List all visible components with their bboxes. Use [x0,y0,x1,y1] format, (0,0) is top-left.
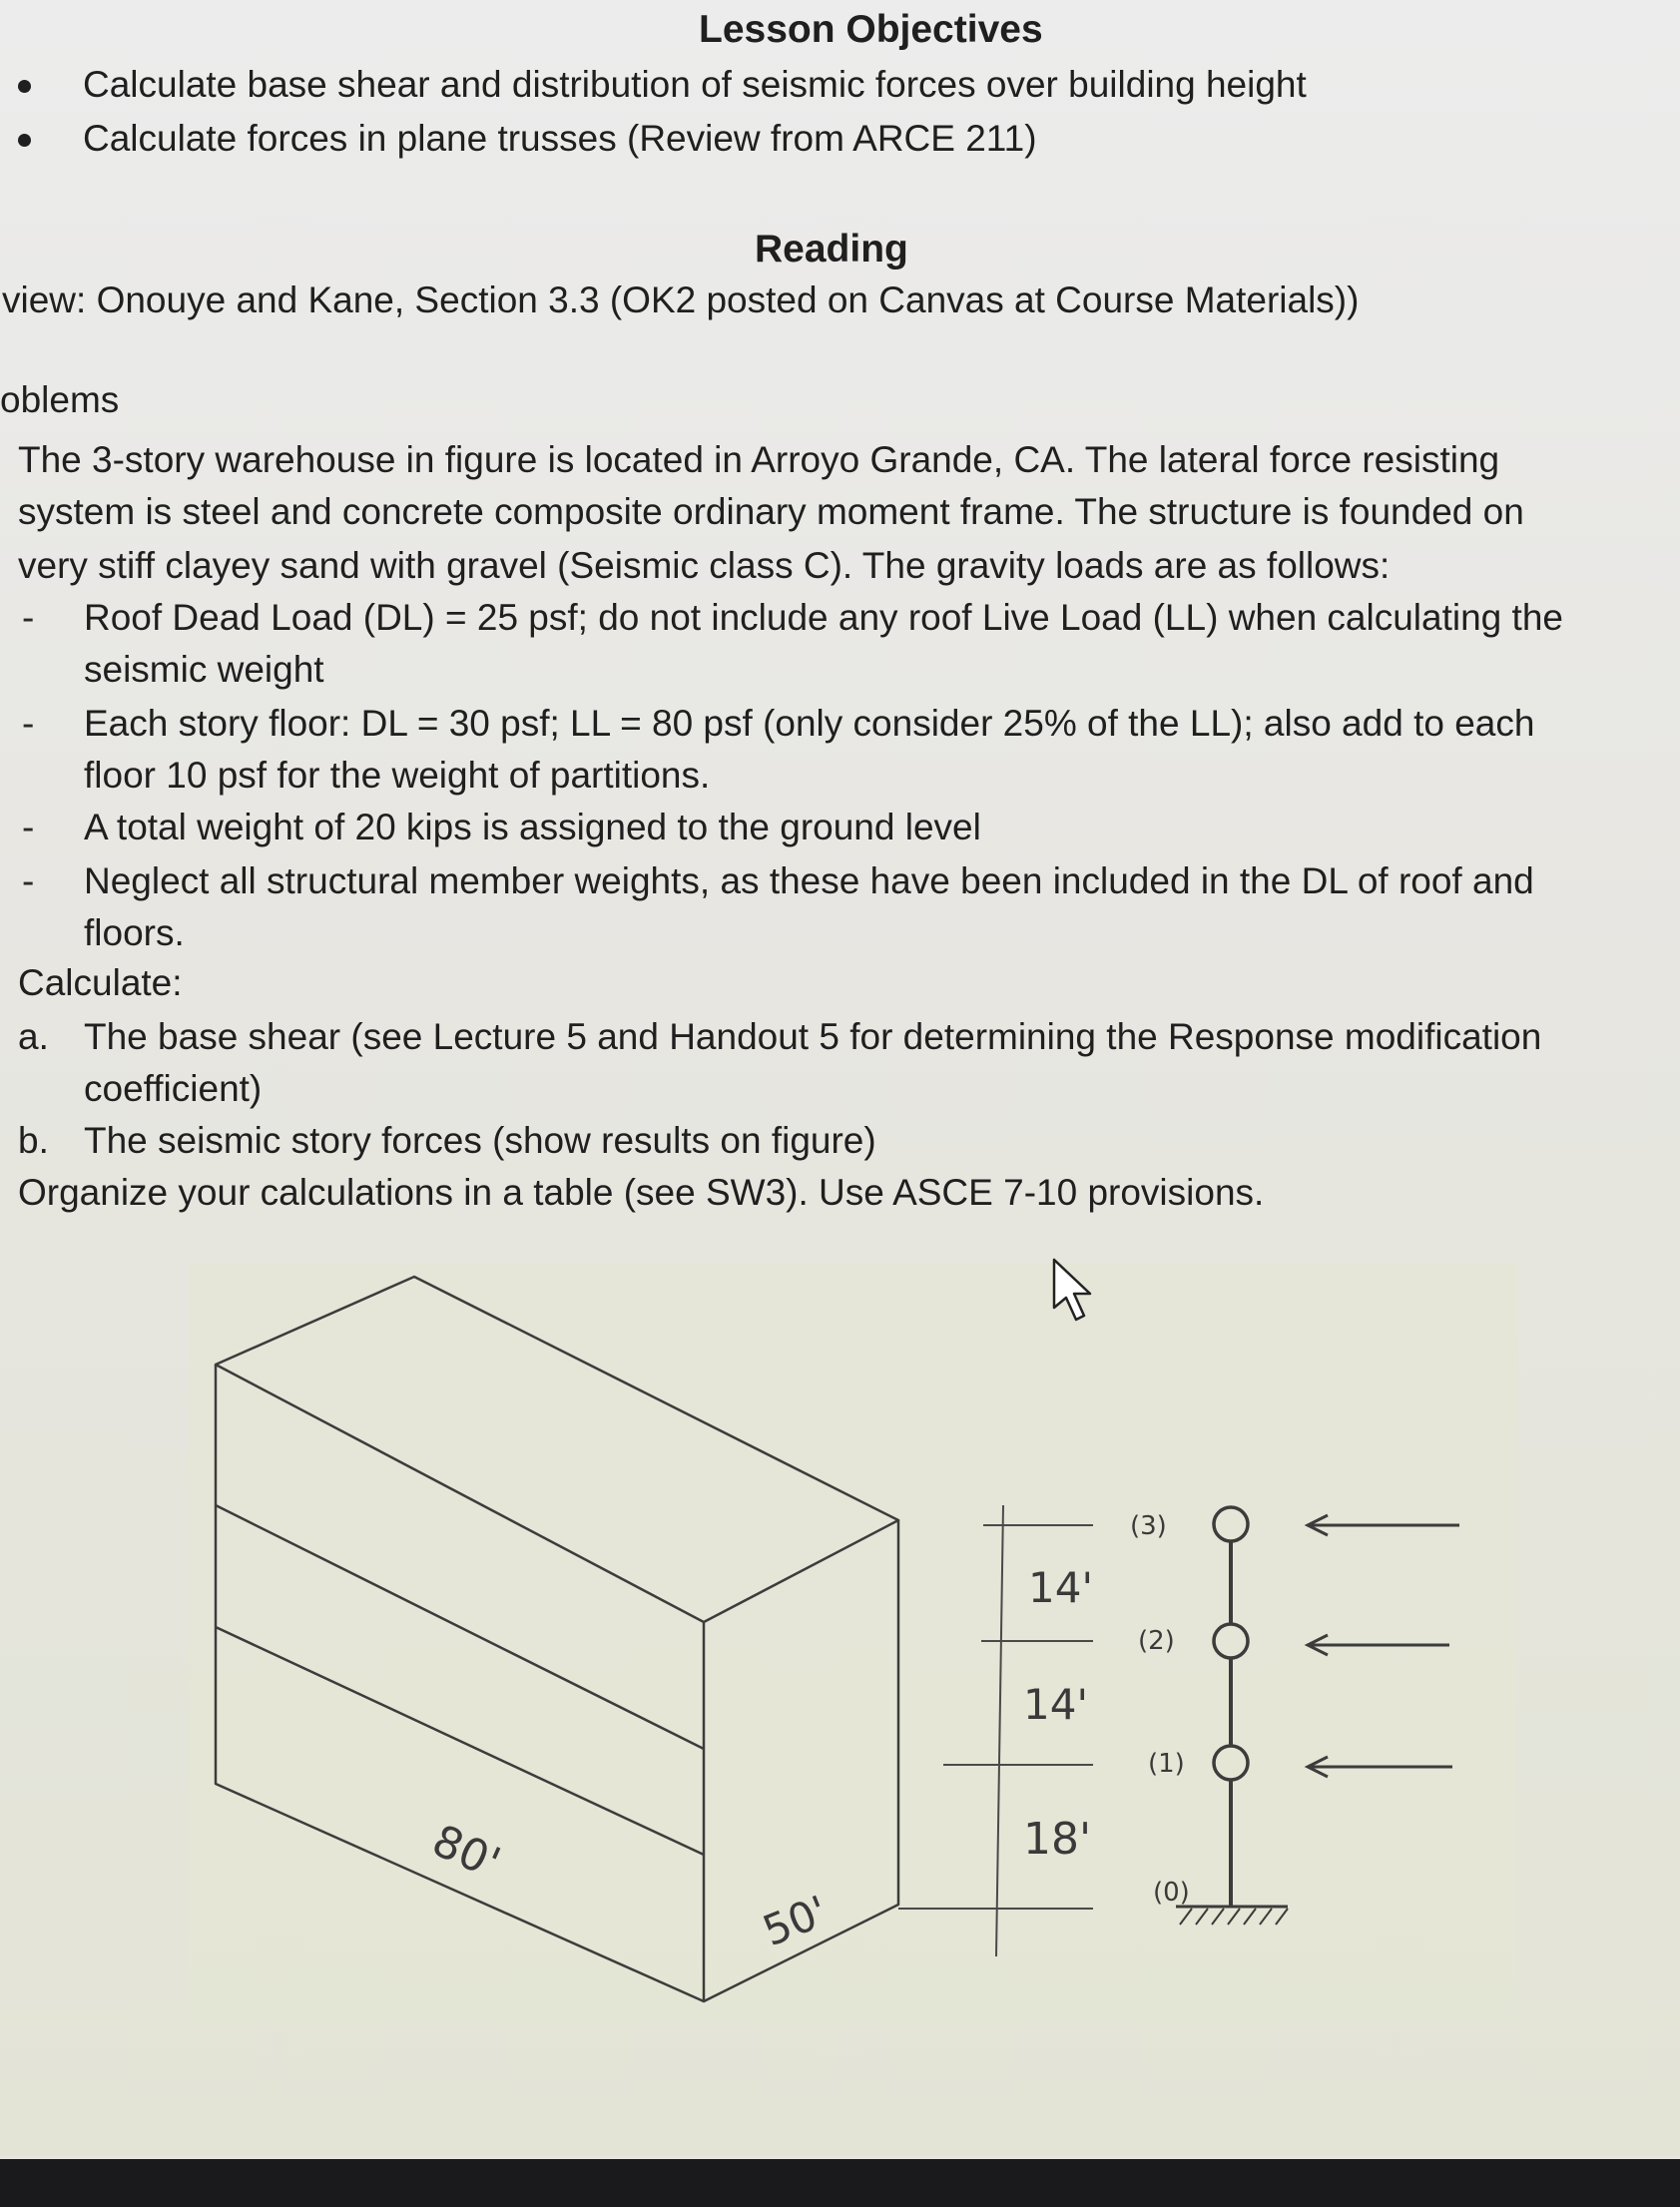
bullet-icon [18,134,31,147]
story-height-3: 14' [1028,1563,1093,1612]
load-item-line: A total weight of 20 kips is assigned to the ground level [84,807,981,847]
level-label-3: (3) [1130,1511,1167,1541]
problems-heading: oblems [0,379,120,420]
task-marker: a. [18,1016,49,1057]
organize-text: Organize your calculations in a table (see SW3). Use ASCE 7-10 provisions. [18,1172,1265,1213]
problem-intro-line: very stiff clayey sand with gravel (Seismic class C). The gravity loads are as follows: [18,545,1391,586]
level-label-2: (2) [1138,1626,1175,1656]
load-item-line: seismic weight [84,649,324,690]
calculate-label: Calculate: [18,962,183,1003]
dash-marker: - [22,860,35,901]
load-item-line: floors. [84,912,185,953]
load-item-line: Each story floor: DL = 30 psf; LL = 80 psf (only consider 25% of the LL); also add to each [84,703,1535,744]
task-marker: b. [18,1120,49,1161]
load-item-line: Neglect all structural member weights, as these have been included in the DL of roof and [84,860,1534,901]
problem-intro-line: system is steel and concrete composite ordinary moment frame. The structure is founded on [18,491,1524,532]
task-line: coefficient) [84,1068,263,1109]
load-item-line: Roof Dead Load (DL) = 25 psf; do not include any roof Live Load (LL) when calculating the [84,597,1563,638]
task-line: The base shear (see Lecture 5 and Handout 5 for determining the Response modification [84,1016,1542,1057]
objective-item: Calculate base shear and distribution of seismic forces over building height [83,64,1307,105]
task-line: The seismic story forces (show results on figure) [84,1120,876,1161]
width-label: 50' [756,1886,836,1956]
objective-item: Calculate forces in plane trusses (Review from ARCE 211) [83,118,1037,159]
level-label-1: (1) [1148,1749,1185,1779]
story-height-2: 14' [1023,1680,1088,1729]
reading-text: view: Onouye and Kane, Section 3.3 (OK2 posted on Canvas at Course Materials)) [2,279,1360,320]
problem-intro-line: The 3-story warehouse in figure is located in Arroyo Grande, CA. The lateral force resisting [18,439,1500,480]
load-item-line: floor 10 psf for the weight of partitions. [84,755,711,796]
lesson-objectives-heading: Lesson Objectives [699,8,1043,51]
warehouse-figure [0,1238,1680,2036]
dash-marker: - [22,807,35,847]
bullet-icon [18,80,31,93]
story-height-1: 18' [1023,1814,1092,1865]
dash-marker: - [22,597,35,638]
length-label: 80' [424,1815,508,1890]
figure-background [190,1263,1517,2021]
level-label-0: (0) [1153,1878,1190,1908]
screen-bezel [0,2159,1680,2207]
reading-heading: Reading [755,228,908,271]
dash-marker: - [22,703,35,744]
